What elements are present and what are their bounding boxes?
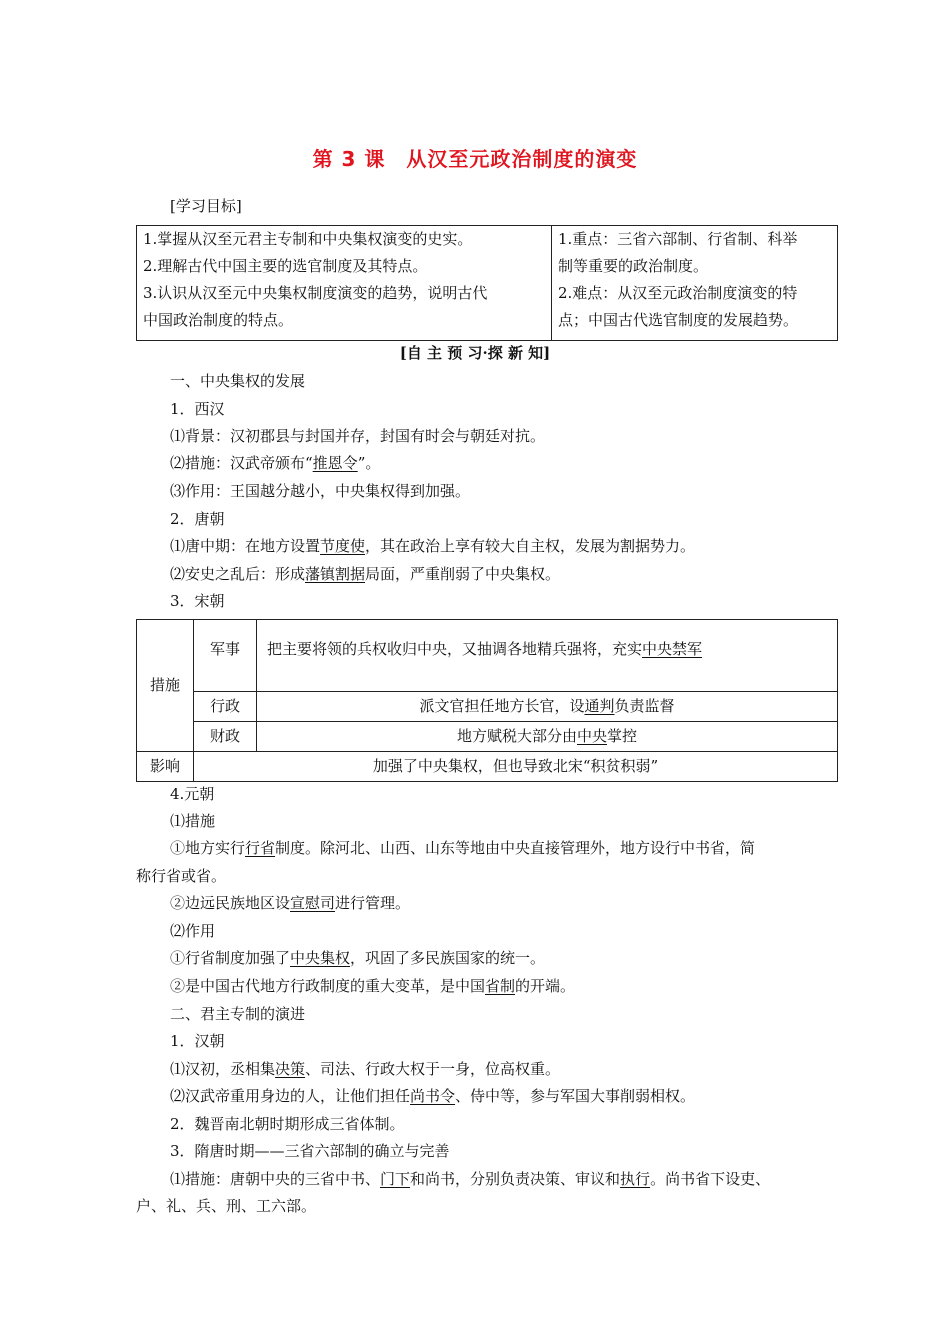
objective-item: 中国政治制度的特点。	[143, 311, 294, 329]
objective-item: 1.掌握从汉至元君主专制和中央集权演变的史实。	[143, 230, 473, 248]
paragraph: ①地方实行行省制度。除河北、山西、山东等地由中央直接管理外，地方设行中书省，简	[170, 839, 756, 857]
objective-item: 2.理解古代中国主要的选官制度及其特点。	[143, 257, 428, 275]
finance-cell: 地方赋税大部分由中央掌控	[257, 722, 838, 752]
page-title: 第 3 课 从汉至元政治制度的演变	[312, 147, 638, 171]
paragraph: ⑴措施：唐朝中央的三省中书、门下和尚书，分别负责决策、审议和执行。尚书省下设吏、	[170, 1170, 771, 1188]
impact-label: 影响	[137, 752, 194, 782]
objective-item: 1.重点：三省六部制、行省制、科举	[558, 230, 798, 248]
subsection-heading: 4.元朝	[170, 785, 215, 803]
paragraph: ②是中国古代地方行政制度的重大变革，是中国省制的开端。	[170, 977, 576, 995]
section-heading: 一、中央集权的发展	[170, 372, 306, 390]
paragraph: 户、礼、兵、刑、工六部。	[136, 1197, 317, 1215]
military-label: 军事	[194, 620, 257, 692]
subsection-heading: 3．宋朝	[170, 592, 225, 610]
paragraph: ①行省制度加强了中央集权，巩固了多民族国家的统一。	[170, 949, 546, 967]
paragraph: ⑵措施：汉武帝颁布“推恩令”。	[170, 454, 381, 472]
paragraph: ⑴汉初，丞相集决策、司法、行政大权于一身，位高权重。	[170, 1060, 561, 1078]
measures-label: 措施	[137, 620, 194, 752]
section-banner: [自 主 预 习·探 新 知]	[399, 344, 551, 362]
paragraph: ⑵作用	[170, 922, 216, 940]
paragraph: ⑴背景：汉初郡县与封国并存，封国有时会与朝廷对抗。	[170, 427, 546, 445]
impact-cell: 加强了中央集权，但也导致北宋“积贫积弱”	[194, 752, 838, 782]
finance-label: 财政	[194, 722, 257, 752]
objectives-label: [学习目标]	[170, 197, 242, 215]
paragraph: 称行省或省。	[136, 867, 227, 885]
objective-item: 3.认识从汉至元中央集权制度演变的趋势，说明古代	[143, 284, 488, 302]
objective-item: 制等重要的政治制度。	[558, 257, 709, 275]
paragraph: ⑵汉武帝重用身边的人，让他们担任尚书令、侍中等，参与军国大事削弱相权。	[170, 1087, 696, 1105]
song-measures-table	[136, 619, 838, 782]
objective-item: 点；中国古代选官制度的发展趋势。	[558, 311, 799, 329]
paragraph: ⑶作用：王国越分越小，中央集权得到加强。	[170, 482, 471, 500]
paragraph: ⑴唐中期：在地方设置节度使，其在政治上享有较大自主权，发展为割据势力。	[170, 537, 696, 555]
paragraph: ⑴措施	[170, 812, 216, 830]
subsection-heading: 2．唐朝	[170, 510, 225, 528]
subsection-heading: 1．汉朝	[170, 1032, 225, 1050]
military-cell: 把主要将领的兵权收归中央，又抽调各地精兵强将，充实中央禁军	[257, 620, 838, 692]
admin-cell: 派文官担任地方长官，设通判负责监督	[257, 692, 838, 722]
objectives-left-cell	[137, 226, 552, 341]
objectives-table	[136, 225, 838, 341]
admin-label: 行政	[194, 692, 257, 722]
paragraph: 2．魏晋南北朝时期形成三省体制。	[170, 1115, 405, 1133]
objective-item: 2.难点：从汉至元政治制度演变的特	[558, 284, 798, 302]
objectives-right-cell	[552, 226, 838, 341]
paragraph: ⑵安史之乱后：形成藩镇割据局面，严重削弱了中央集权。	[170, 565, 561, 583]
subsection-heading: 3．隋唐时期——三省六部制的确立与完善	[170, 1142, 450, 1160]
paragraph: ②边远民族地区设宣慰司进行管理。	[170, 894, 411, 912]
subsection-heading: 1．西汉	[170, 400, 225, 418]
section-heading: 二、君主专制的演进	[170, 1005, 306, 1023]
